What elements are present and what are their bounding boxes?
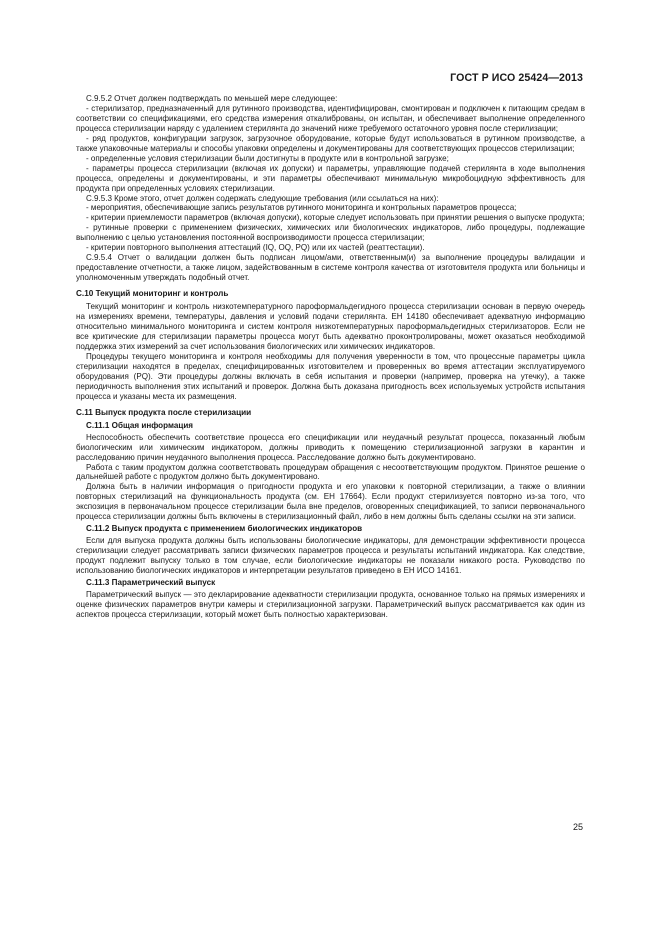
paragraph: Если для выпуска продукта должны быть использованы биологические индикаторы, для демонстрации эффективности процесса стерилизации следует рассматривать записи физических параметров процесса и результаты испытаний индикатора. Как следствие, продукт подлежит выпуску только в том случае, если биологические индикаторы не показали никакого роста. Руководство по использованию биологических индикаторов и интерпретации результатов приведено в ЕН ИСО 14161. (76, 536, 585, 576)
paragraph: - критерии приемлемости параметров (включая допуски), которые следует использовать при принятии решения о выпуске продукта; (86, 213, 585, 223)
paragraph: - определенные условия стерилизации были достигнуты в продукте или в контрольной загрузке; (86, 153, 449, 163)
document-code-header: ГОСТ Р ИСО 25424—2013 (450, 72, 583, 84)
paragraph: Процедуры текущего мониторинга и контроля необходимы для получения уверенности в том, что процессные параметры цикла стерилизации находятся в пределах, специфицированных изготовителем и проверенных во время аттестации эксплуатируемого оборудования (PQ). Эти процедуры должны включать в себя испытания и проверки (например, проверка на утечку), а также периодичность выполнения этих испытаний и проверок. Должна быть доказана пригодность всех используемых устройств испытания процесса и указаны места их размещения. (76, 351, 585, 401)
subsection-heading: C.11.1 Общая информация (86, 420, 194, 430)
paragraph: C.9.5.2 Отчет должен подтверждать по меньшей мере следующее: (86, 94, 338, 103)
paragraph: Должна быть в наличии информация о пригодности продукта и его упаковки к повторной стерилизации, а также о влиянии повторных стерилизаций на функциональность продукта (см. ЕН 17664). Если продукт стерилизуется повторно из-за того, что экспозиция в первоначальном процессе стерилизации была вне пределов, оговоренных спецификацией, то записи первоначального процесса стерилизации должны быть включены в стерилизационный файл, либо в нем должны быть сделаны ссылки на эти записи. (76, 482, 585, 522)
paragraph: Неспособность обеспечить соответствие процесса его спецификации или неудачный результат процесса, показанный любым биологическим или химическим индикатором, должны приводить к помещению стерилизационной загрузки в карантин и расследованию причин неудачного выполнения процесса. Расследование должно быть документировано. (76, 432, 585, 462)
section-heading: C.10 Текущий мониторинг и контроль (76, 289, 229, 299)
paragraph: Текущий мониторинг и контроль низкотемпературного пароформальдегидного процесса стерилизации основан в первую очередь на измерениях времени, температуры, давления и условий подачи стерилянта. ЕН 14180 обеспечивает адекватную информацию относительно минимального мониторинга и систем контроля низкотемпературных пароформальдегидных стерилизаторов. Если не все критические для стерилизации параметры процесса могут быть адекватно проконтролированы, может оказаться необходимой поддержка этих измерений за счет использования биологических или химических индикаторов. (76, 302, 585, 351)
paragraph: - параметры процесса стерилизации (включая их допуски) и параметры, управляющие подачей стерилянта в ходе выполнения процесса, определены и документированы, и эти параметры обеспечивают минимальную микробоцидную эффективность для продукта при определенных условиях стерилизации. (76, 163, 585, 193)
page-number: 25 (572, 822, 583, 832)
page-content (76, 94, 585, 620)
paragraph: - мероприятия, обеспечивающие запись результатов рутинного мониторинга и контрольных параметров процесса; (86, 203, 517, 213)
paragraph: - критерии повторного выполнения аттестаций (IQ, OQ, PQ) или их частей (реаттестации). (86, 243, 425, 253)
paragraph: Параметрический выпуск — это декларирование адекватности стерилизации продукта, основанное только на прямых измерениях и оценке физических параметров внутри камеры и стерилизационной загрузки. Параметрический выпуск рассматривается как один из аспектов процесса стерилизации, который может быть полностью характеризован. (76, 590, 585, 619)
paragraph: - стерилизатор, предназначенный для рутинного производства, идентифицирован, смонтирован и подключен к питающим средам в соответствии со спецификациями, его средства измерения откалиброваны, он испытан, и обеспечивает выполнение определенного процесса стерилизации наряду с удалением стерилянта до значений ниже требуемого остаточного уровня после стерилизации; (76, 103, 585, 133)
paragraph: C.9.5.4 Отчет о валидации должен быть подписан лицом/ами, ответственным(и) за выполнение процедуры валидации и предоставление отчетности, а также лицом, задействованным в системе контроля качества от изготовителя продукта или больницы и уполномоченным утверждать подобный отчет. (76, 253, 585, 283)
paragraph: - ряд продуктов, конфигурации загрузок, загрузочное оборудование, которые будут использоваться в рутинном производстве, а также упаковочные материалы и способы упаковки определены и документированы для соответствующих процессов стерилизации; (76, 133, 585, 153)
subsection-heading: C.11.3 Параметрический выпуск (86, 578, 216, 588)
paragraph: C.9.5.3 Кроме этого, отчет должен содержать следующие требования (или ссылаться на них): (86, 193, 439, 203)
subsection-heading: C.11.2 Выпуск продукта с применением биологических индикаторов (86, 524, 363, 534)
paragraph: Работа с таким продуктом должна соответствовать процедурам обращения с несоответствующим продуктом. Принятое решение о дальнейшей работе с продуктом должно быть документировано. (76, 462, 585, 482)
paragraph: - рутинные проверки с применением физических, химических или биологических индикаторов, либо процедуры, подлежащие выполнению с целью установления постоянной воспроизводимости процесса стерилизации; (76, 223, 585, 243)
section-heading: C.11 Выпуск продукта после стерилизации (76, 407, 252, 417)
